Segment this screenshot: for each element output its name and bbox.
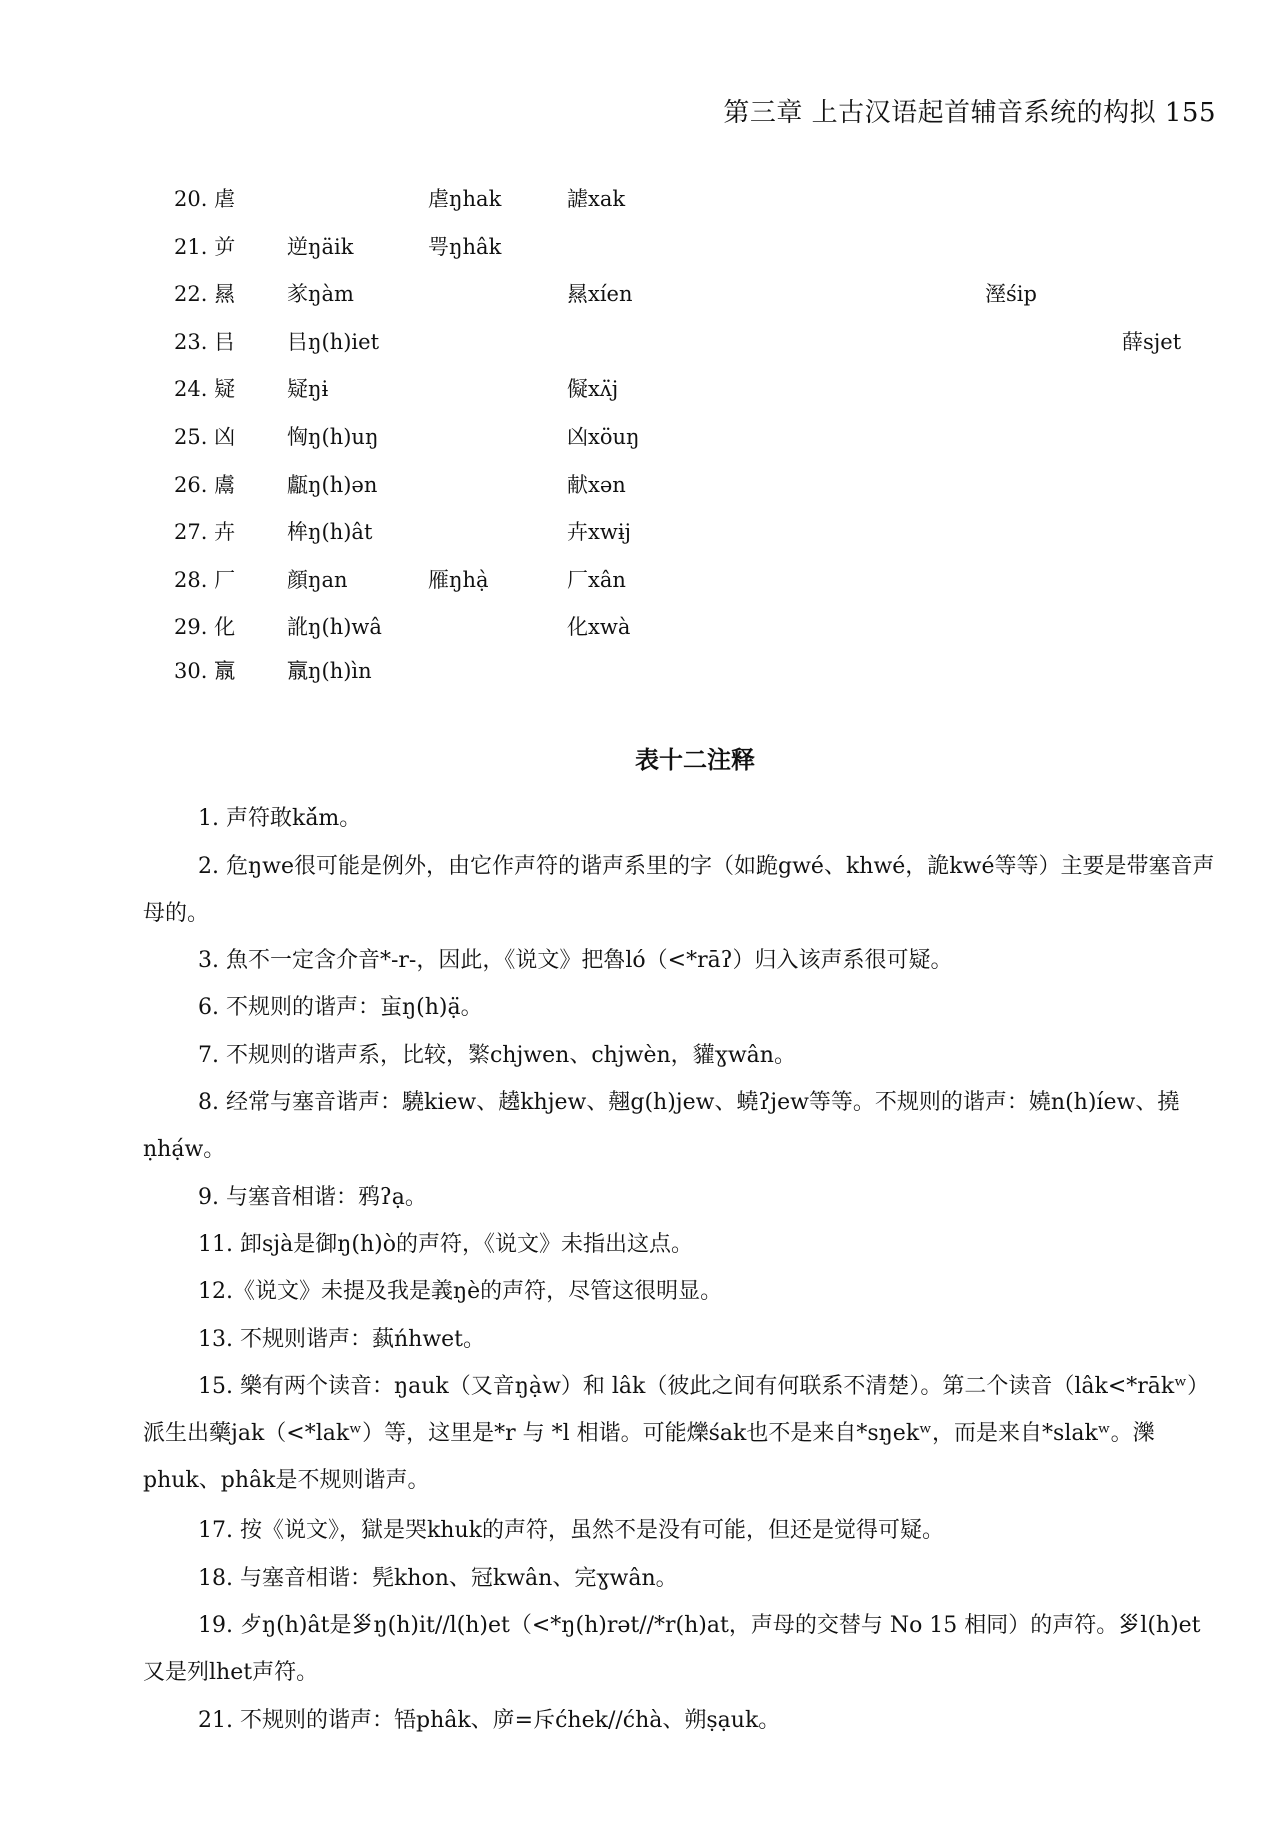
table-row — [0, 326, 1280, 358]
table-row — [0, 516, 1280, 548]
cell-c1: 疑ŋɨ — [287, 377, 329, 402]
cell-c3: 㬎xíen — [567, 282, 633, 307]
table-row — [0, 183, 1280, 215]
row-index: 28. 厂 — [174, 567, 236, 592]
note-paragraph: 3. 魚不一定含介音*-r-，因此，《说文》把魯ló（<*rāʔ）归入该声系很可疑。 — [198, 948, 953, 973]
cell-c1: 逆ŋäik — [287, 234, 354, 259]
note-paragraph: 6. 不规则的谐声：䖟ŋ(h)ạ̈。 — [198, 995, 483, 1020]
cell-c2: 咢ŋhâk — [428, 234, 502, 259]
cell-c3: 卉xwɨj — [567, 520, 632, 545]
row-index: 20. 虐 — [174, 187, 236, 211]
row-index: 27. 卉 — [174, 520, 236, 545]
cell-c1: 顔ŋan — [287, 567, 348, 592]
note-paragraph: 18. 与塞音相谐：髡khon、冠kwân、完ɣwân。 — [198, 1566, 678, 1591]
table-row — [0, 611, 1280, 643]
table-row — [0, 278, 1280, 310]
running-header: 第三章 上古汉语起首辅音系统的构拟 155 — [723, 98, 1216, 128]
cell-c3: 厂xân — [567, 567, 626, 592]
cell-c1: 甗ŋ(h)ən — [287, 472, 378, 497]
row-index: 23. 㠯 — [174, 329, 236, 354]
cell-c1: 桙ŋ(h)ât — [287, 520, 373, 545]
cell-c1: 恟ŋ(h)uŋ — [287, 425, 379, 449]
table-row — [0, 564, 1280, 596]
note-paragraph: 21. 不规则的谐声：啎phâk、㡿=斥ćhek//ćhà、朔ṣạuk。 — [198, 1708, 781, 1733]
table-row — [0, 231, 1280, 263]
note-paragraph: 7. 不规则的谐声系，比较，𦅾chjwen、chjwèn，貛ɣwân。 — [198, 1043, 796, 1068]
row-index: 21. 屰 — [174, 234, 236, 259]
note-paragraph: 13. 不规则谐声：蓺ńhwet。 — [198, 1327, 486, 1352]
note-paragraph: 2. 危ŋwe很可能是例外，由它作声符的谐声系里的字（如跪gwé、khwé，詭kwé等等）主要是带塞音声母的。 — [143, 854, 1215, 926]
cell-c3: 献xən — [567, 472, 626, 497]
row-index: 29. 化 — [174, 615, 236, 640]
table-row — [0, 469, 1280, 501]
note-paragraph: 12.《说文》未提及我是義ŋè的声符，尽管这很明显。 — [198, 1279, 723, 1304]
cell-c1: 訛ŋ(h)wâ — [287, 615, 382, 640]
note-paragraph: 19. 歺ŋ(h)ât是𡿪ŋ(h)it//l(h)et（<*ŋ(h)rət//*r(h)at，声母的交替与 No 15 相同）的声符。𡿪l(h)et又是列lhet声符。 — [143, 1613, 1201, 1685]
cell-c3: 凶xöuŋ — [567, 425, 640, 449]
cell-c3: 謔xak — [567, 187, 626, 211]
cell-c1: 㠯ŋ(h)iet — [287, 329, 380, 354]
note-paragraph: 15. 樂有两个读音：ŋauk（又音ŋạ̀w）和 lâk（彼此之间有何联系不清楚）。第二个读音（lâk<*rākʷ）派生出藥jak（<*lakʷ）等，这里是*r 与 *l 相谐。可能爍śak也不是来自*sŋekʷ，而是来自*slakʷ。濼phuk、phâk是不规则谐声。 — [143, 1374, 1210, 1493]
note-paragraph: 9. 与塞音相谐：鸦ʔạ。 — [198, 1185, 427, 1210]
row-index: 25. 凶 — [174, 425, 236, 449]
row-index: 24. 疑 — [174, 377, 236, 402]
row-index: 26. 鬳 — [174, 472, 236, 497]
table-row — [0, 659, 1280, 691]
notes-title: 表十二注释 — [635, 745, 755, 774]
note-paragraph: 17. 按《说文》，獄是哭khuk的声符，虽然不是没有可能，但还是觉得可疑。 — [198, 1518, 944, 1543]
row-index: 22. 㬎 — [174, 282, 236, 307]
cell-c4: 溼śip — [985, 282, 1037, 307]
table-row — [0, 421, 1280, 453]
cell-c2: 虐ŋhak — [428, 187, 502, 211]
row-index: 30. 𣎆 — [174, 659, 236, 683]
cell-c3: 化xwà — [567, 615, 631, 640]
note-paragraph: 8. 经常与塞音谐声：驍kiew、趬khjew、翹g(h)jew、蟯ʔjew等等。不规则的谐声：嬈n(h)íew、撓ṇhạ́w。 — [143, 1090, 1180, 1162]
note-paragraph: 1. 声符敢kǎ́m。 — [198, 806, 362, 831]
cell-c3: 儗xʌ̈j — [567, 377, 619, 402]
table-row — [0, 373, 1280, 405]
cell-c1: 𣎆ŋ(h)ìn — [287, 659, 372, 683]
note-paragraph: 11. 卸sjà是御ŋ(h)ò的声符，《说文》未指出这点。 — [198, 1232, 693, 1257]
cell-c5: 薛sjet — [1122, 329, 1182, 354]
cell-c1: 㒸ŋàm — [287, 282, 354, 307]
cell-c2: 雁ŋhạ̀ — [428, 567, 489, 592]
